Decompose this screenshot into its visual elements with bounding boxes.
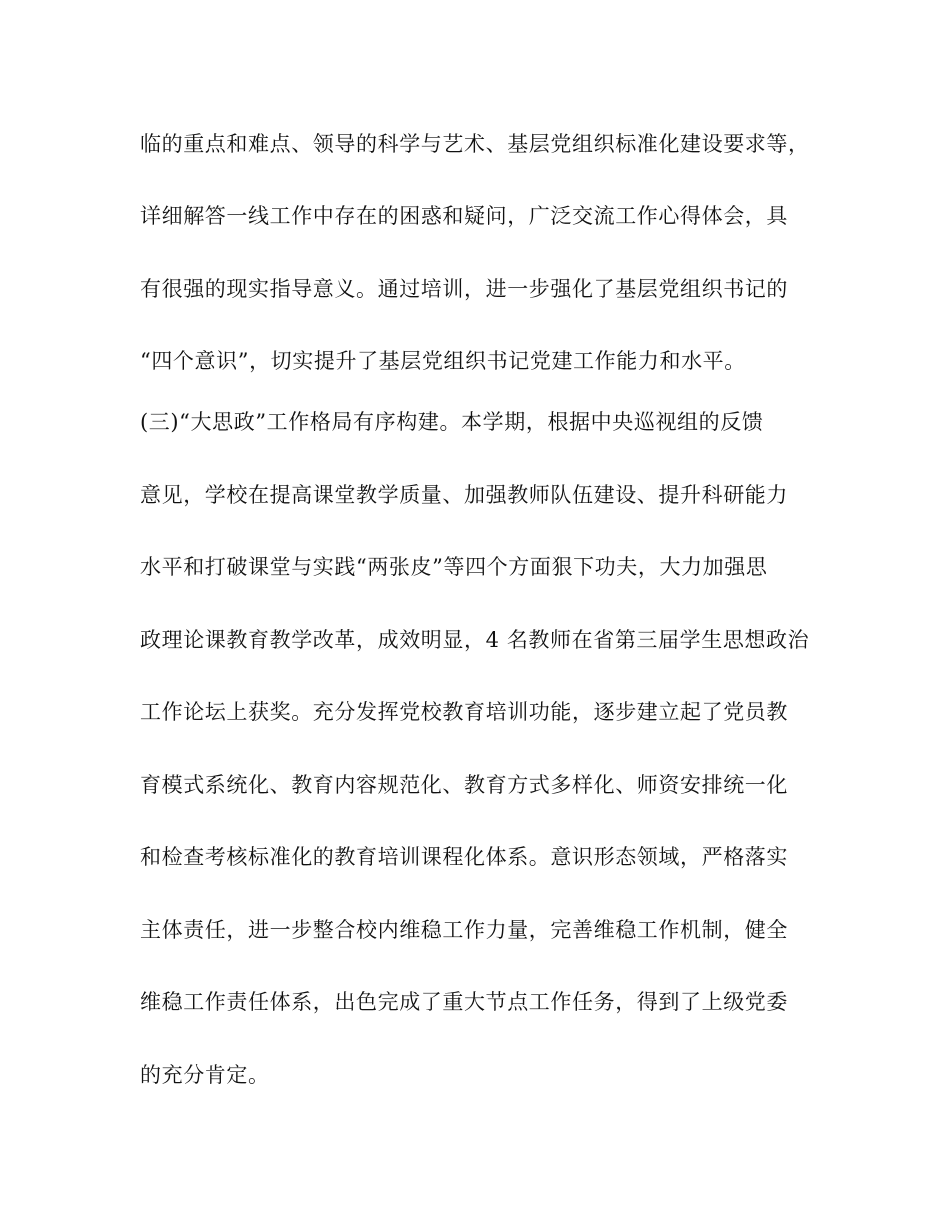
paragraph-line: 有很强的现实指导意义。通过培训，进一步强化了基层党组织书记的 bbox=[140, 277, 788, 301]
paragraph-line: 育模式系统化、教育内容规范化、教育方式多样化、师资安排统一化 bbox=[140, 773, 788, 797]
paragraph-line: 临的重点和难点、领导的科学与艺术、基层党组织标准化建设要求等， bbox=[140, 132, 810, 156]
paragraph-line: 意见，学校在提高课堂教学质量、加强教师队伍建设、提升科研能力 bbox=[140, 483, 788, 507]
paragraph-line: 工作论坛上获奖。充分发挥党校教育培训功能，逐步建立起了党员教 bbox=[140, 700, 788, 724]
paragraph-line: 和检查考核标准化的教育培训课程化体系。意识形态领域，严格落实 bbox=[140, 845, 788, 869]
paragraph-line: 详细解答一线工作中存在的困惑和疑问，广泛交流工作心得体会，具 bbox=[140, 204, 788, 228]
paragraph-line: 的充分肯定。 bbox=[140, 1063, 270, 1087]
paragraph-line: 维稳工作责任体系，出色完成了重大节点工作任务，得到了上级党委 bbox=[140, 990, 788, 1014]
section-heading-line: (三)“大思政”工作格局有序构建。本学期，根据中央巡视组的反馈 bbox=[140, 410, 764, 434]
paragraph-line: “四个意识”，切实提升了基层党组织书记党建工作能力和水平。 bbox=[140, 349, 746, 373]
paragraph-line: 水平和打破课堂与实践“两张皮”等四个方面狠下功夫，大力加强思 bbox=[140, 555, 768, 579]
paragraph-line: 政理论课教育教学改革，成效明显，4 名教师在省第三届学生思想政治 bbox=[140, 628, 810, 652]
paragraph-line: 主体责任，进一步整合校内维稳工作力量，完善维稳工作机制，健全 bbox=[140, 918, 788, 942]
